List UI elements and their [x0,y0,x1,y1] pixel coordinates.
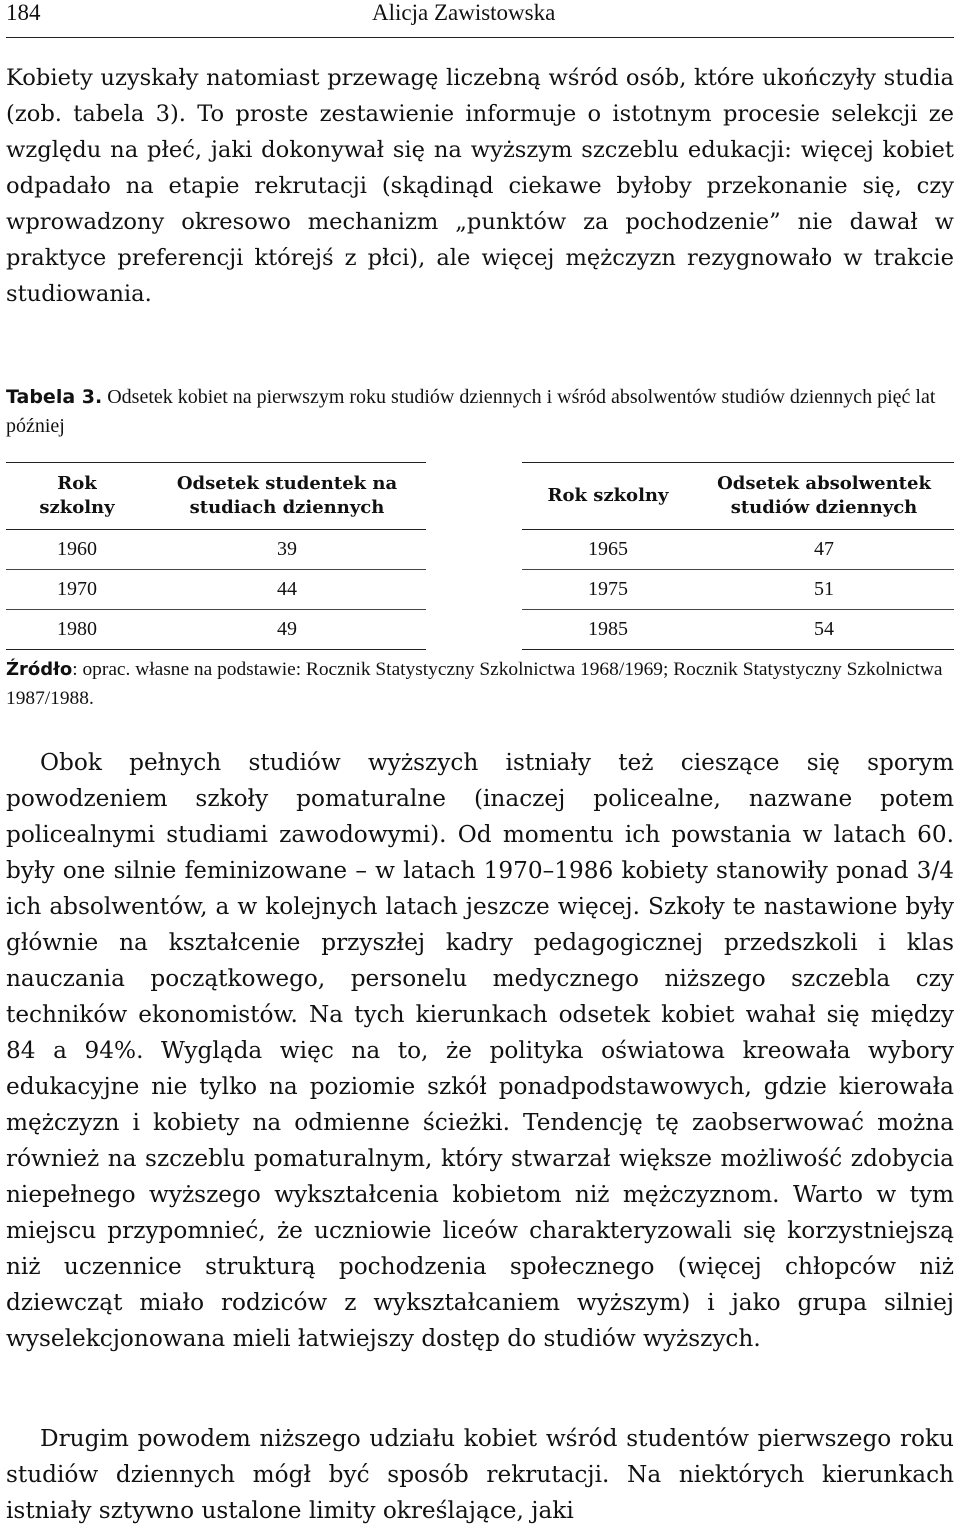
table-cell-value: 44 [148,570,426,610]
running-head [6,0,954,30]
paragraph-second: Obok pełnych studiów wyższych istniały też cieszące się sporym powodzeniem szkoły pomaturalne (inaczej policealne, nazwane potem policealnymi studiami zawodowymi). Od momentu ich powstania w latach 60. były one silnie feminizowane – w latach 1970–1986 kobiety stanowiły ponad 3/4 ich absolwentów, a w kolejnych latach jeszcze więcej. Szkoły te nastawione były głównie na kształcenie przyszłej kadry pedagogicznej przedszkoli i klas nauczania początkowego, personelu medycznego niższego szczebla czy techników ekonomistów. Na tych kierunkach odsetek kobiet wahał się między 84 a 94%. Wygląda więc na to, że polityka oświatowa kreowała wybory edukacyjne nie tylko na poziomie szkół ponadpodstawowych, gdzie kierowała mężczyzn i kobiety na odmienne ścieżki. Tendencję tę zaobserwować można również na szczeblu pomaturalnym, który stwarzał większe możliwość zdobycia niepełnego wyższego wykształcenia kobietom niż mężczyznom. Warto w tym miejscu przypomnieć, że uczniowie liceów charakteryzowali się korzystniejszą niż uczennice strukturą pochodzenia społecznego (więcej chłopców niż dziewcząt miało rodziców z wykształcaniem wyższym) i jako grupa silniej wyselekcjonowana mieli łatwiejszy dostęp do studiów wyższych. [6,749,954,1352]
table-cell-year: 1975 [522,570,694,610]
column-header-student-share: Odsetek studentek na studiach dziennych [148,463,426,530]
table-cell-year: 1980 [6,610,148,650]
table-header-row [6,463,426,530]
paragraph-third: Drugim powodem niższego udziału kobiet wśród studentów pierwszego roku studiów dziennych mógł być sposób rekrutacji. Na niektórych kierunkach istniały sztywno ustalone limity określające, jaki [6,1425,954,1524]
table-row [6,530,426,570]
table-right-half [522,462,954,650]
table-source-note [6,655,954,713]
paragraph-intro: Kobiety uzyskały natomiast przewagę liczebną wśród osób, które ukończyły studia (zob. tabela 3). To proste zestawienie informuje o istotnym procesie selekcji ze względu na płeć, jaki dokonywał się na wyższym szczeblu edukacji: więcej kobiet odpadało na etapie rekrutacji (skądinąd ciekawe byłoby przekonanie się, czy wprowadzony okresowo mechanizm „punktów za pochodzenie” nie dawał w praktyce preferencji którejś z płci), ale więcej mężczyzn rezygnowało w trakcie studiowania. [6,65,954,307]
table-row [6,610,426,650]
column-header-year: Rok szkolny [522,463,694,530]
running-head-author: Alicja Zawistowska [372,0,556,25]
table-cell-value: 47 [694,530,954,570]
table-caption [6,383,954,441]
header-rule [6,37,954,38]
table-row [6,570,426,610]
table-caption-label: Tabela 3. [6,386,103,408]
column-header-graduate-share: Odsetek absolwentek studiów dziennych [694,463,954,530]
table-cell-year: 1960 [6,530,148,570]
column-header-year: Rok szkolny [6,463,148,530]
table-cell-value: 39 [148,530,426,570]
page-number: 184 [6,0,41,25]
table-caption-text: Odsetek kobiet na pierwszym roku studiów dziennych i wśród absolwentów studiów dziennych pięć lat później [6,386,936,437]
table-cell-value: 49 [148,610,426,650]
table-row [522,610,954,650]
table-3 [6,462,954,646]
table-cell-year: 1970 [6,570,148,610]
table-cell-value: 51 [694,570,954,610]
table-header-row [522,463,954,530]
source-label: Źródło [6,659,73,680]
source-text: : oprac. własne na podstawie: Rocznik Statystyczny Szkolnictwa 1968/1969; Rocznik Statystyczny Szkolnictwa 1987/1988. [6,659,943,709]
table-cell-value: 54 [694,610,954,650]
table-cell-year: 1965 [522,530,694,570]
table-row [522,570,954,610]
table-cell-year: 1985 [522,610,694,650]
table-row [522,530,954,570]
table-left-half [6,462,426,650]
document-page [6,0,954,1524]
